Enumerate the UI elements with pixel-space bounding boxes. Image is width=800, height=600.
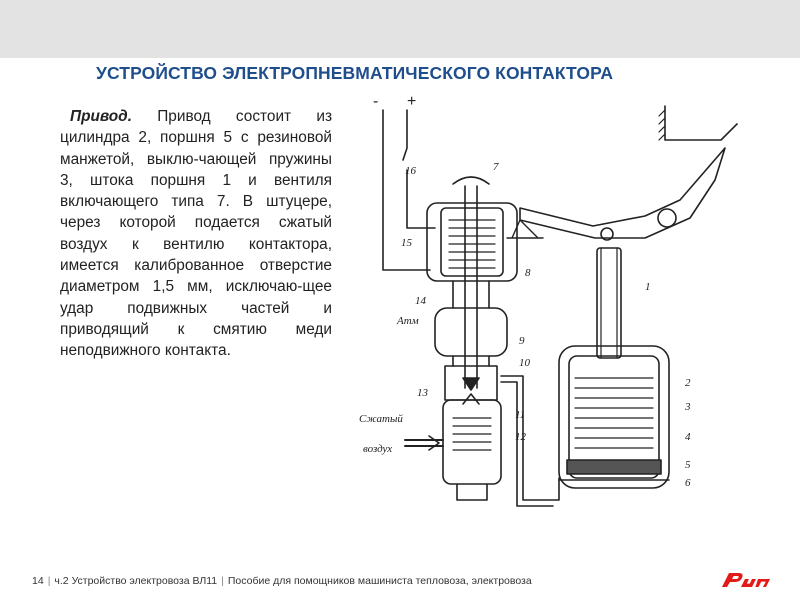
callout-2: 2 xyxy=(685,377,691,389)
valve-body-lower xyxy=(405,394,501,500)
air-pipe xyxy=(501,376,559,506)
header-band xyxy=(0,0,800,58)
valve-body-middle xyxy=(435,281,507,400)
callout-7: 7 xyxy=(493,161,499,173)
callout-10: 10 xyxy=(519,357,530,369)
paragraph-lead: Привод. xyxy=(70,108,132,125)
label-air-line1: Сжатый xyxy=(359,413,403,425)
terminal-plus: + xyxy=(407,93,417,110)
callout-13: 13 xyxy=(417,387,428,399)
callout-11: 11 xyxy=(515,409,526,421)
page-number: 14 xyxy=(32,575,44,587)
callout-4: 4 xyxy=(685,431,691,443)
callout-6: 6 xyxy=(685,477,691,489)
label-atm: Атм xyxy=(397,315,419,327)
callout-5: 5 xyxy=(685,459,691,471)
callout-8: 8 xyxy=(525,267,531,279)
footer-subtitle: Пособие для помощников машиниста тепловоза, электровоза xyxy=(227,575,532,587)
body-paragraph xyxy=(60,106,332,362)
callout-15: 15 xyxy=(401,237,412,249)
cylinder xyxy=(559,346,669,488)
callout-1: 1 xyxy=(645,281,651,293)
footer: 14 | ч.2 Устройство электровоза ВЛ11 | Пособие для помощников машиниста тепловоза, электровоза xyxy=(32,575,532,587)
slide-title: УСТРОЙСТВО ЭЛЕКТРОПНЕВМАТИЧЕСКОГО КОНТАКТОРА xyxy=(96,63,614,83)
paragraph-text: Привод состоит из цилиндра 2, поршня 5 с резиновой манжетой, выклю-чающей пружины 3, штока поршня 1 и вентиля включающего типа 7. В штуцере, через которой подается сжатый воздух к вентилю контактора, имеется калиброванное отверстие диаметром 1,5 мм, исключаю-щее удар подвижных частей и приводящий к смятию меди неподвижного контакта. xyxy=(60,108,332,360)
label-air-line2: воздух xyxy=(363,443,393,455)
contact-lever xyxy=(507,148,725,240)
callout-16: 16 xyxy=(405,165,416,177)
callout-12: 12 xyxy=(515,431,526,443)
fixed-contact xyxy=(659,106,737,140)
callout-14: 14 xyxy=(415,295,426,307)
footer-chapter: ч.2 Устройство электровоза ВЛ11 xyxy=(54,575,218,587)
contactor-diagram xyxy=(345,88,770,568)
callout-9: 9 xyxy=(519,335,525,347)
callout-3: 3 xyxy=(685,401,691,413)
terminal-minus: - xyxy=(373,93,379,110)
rzd-logo-icon xyxy=(720,569,776,591)
piston-rod xyxy=(597,248,621,358)
